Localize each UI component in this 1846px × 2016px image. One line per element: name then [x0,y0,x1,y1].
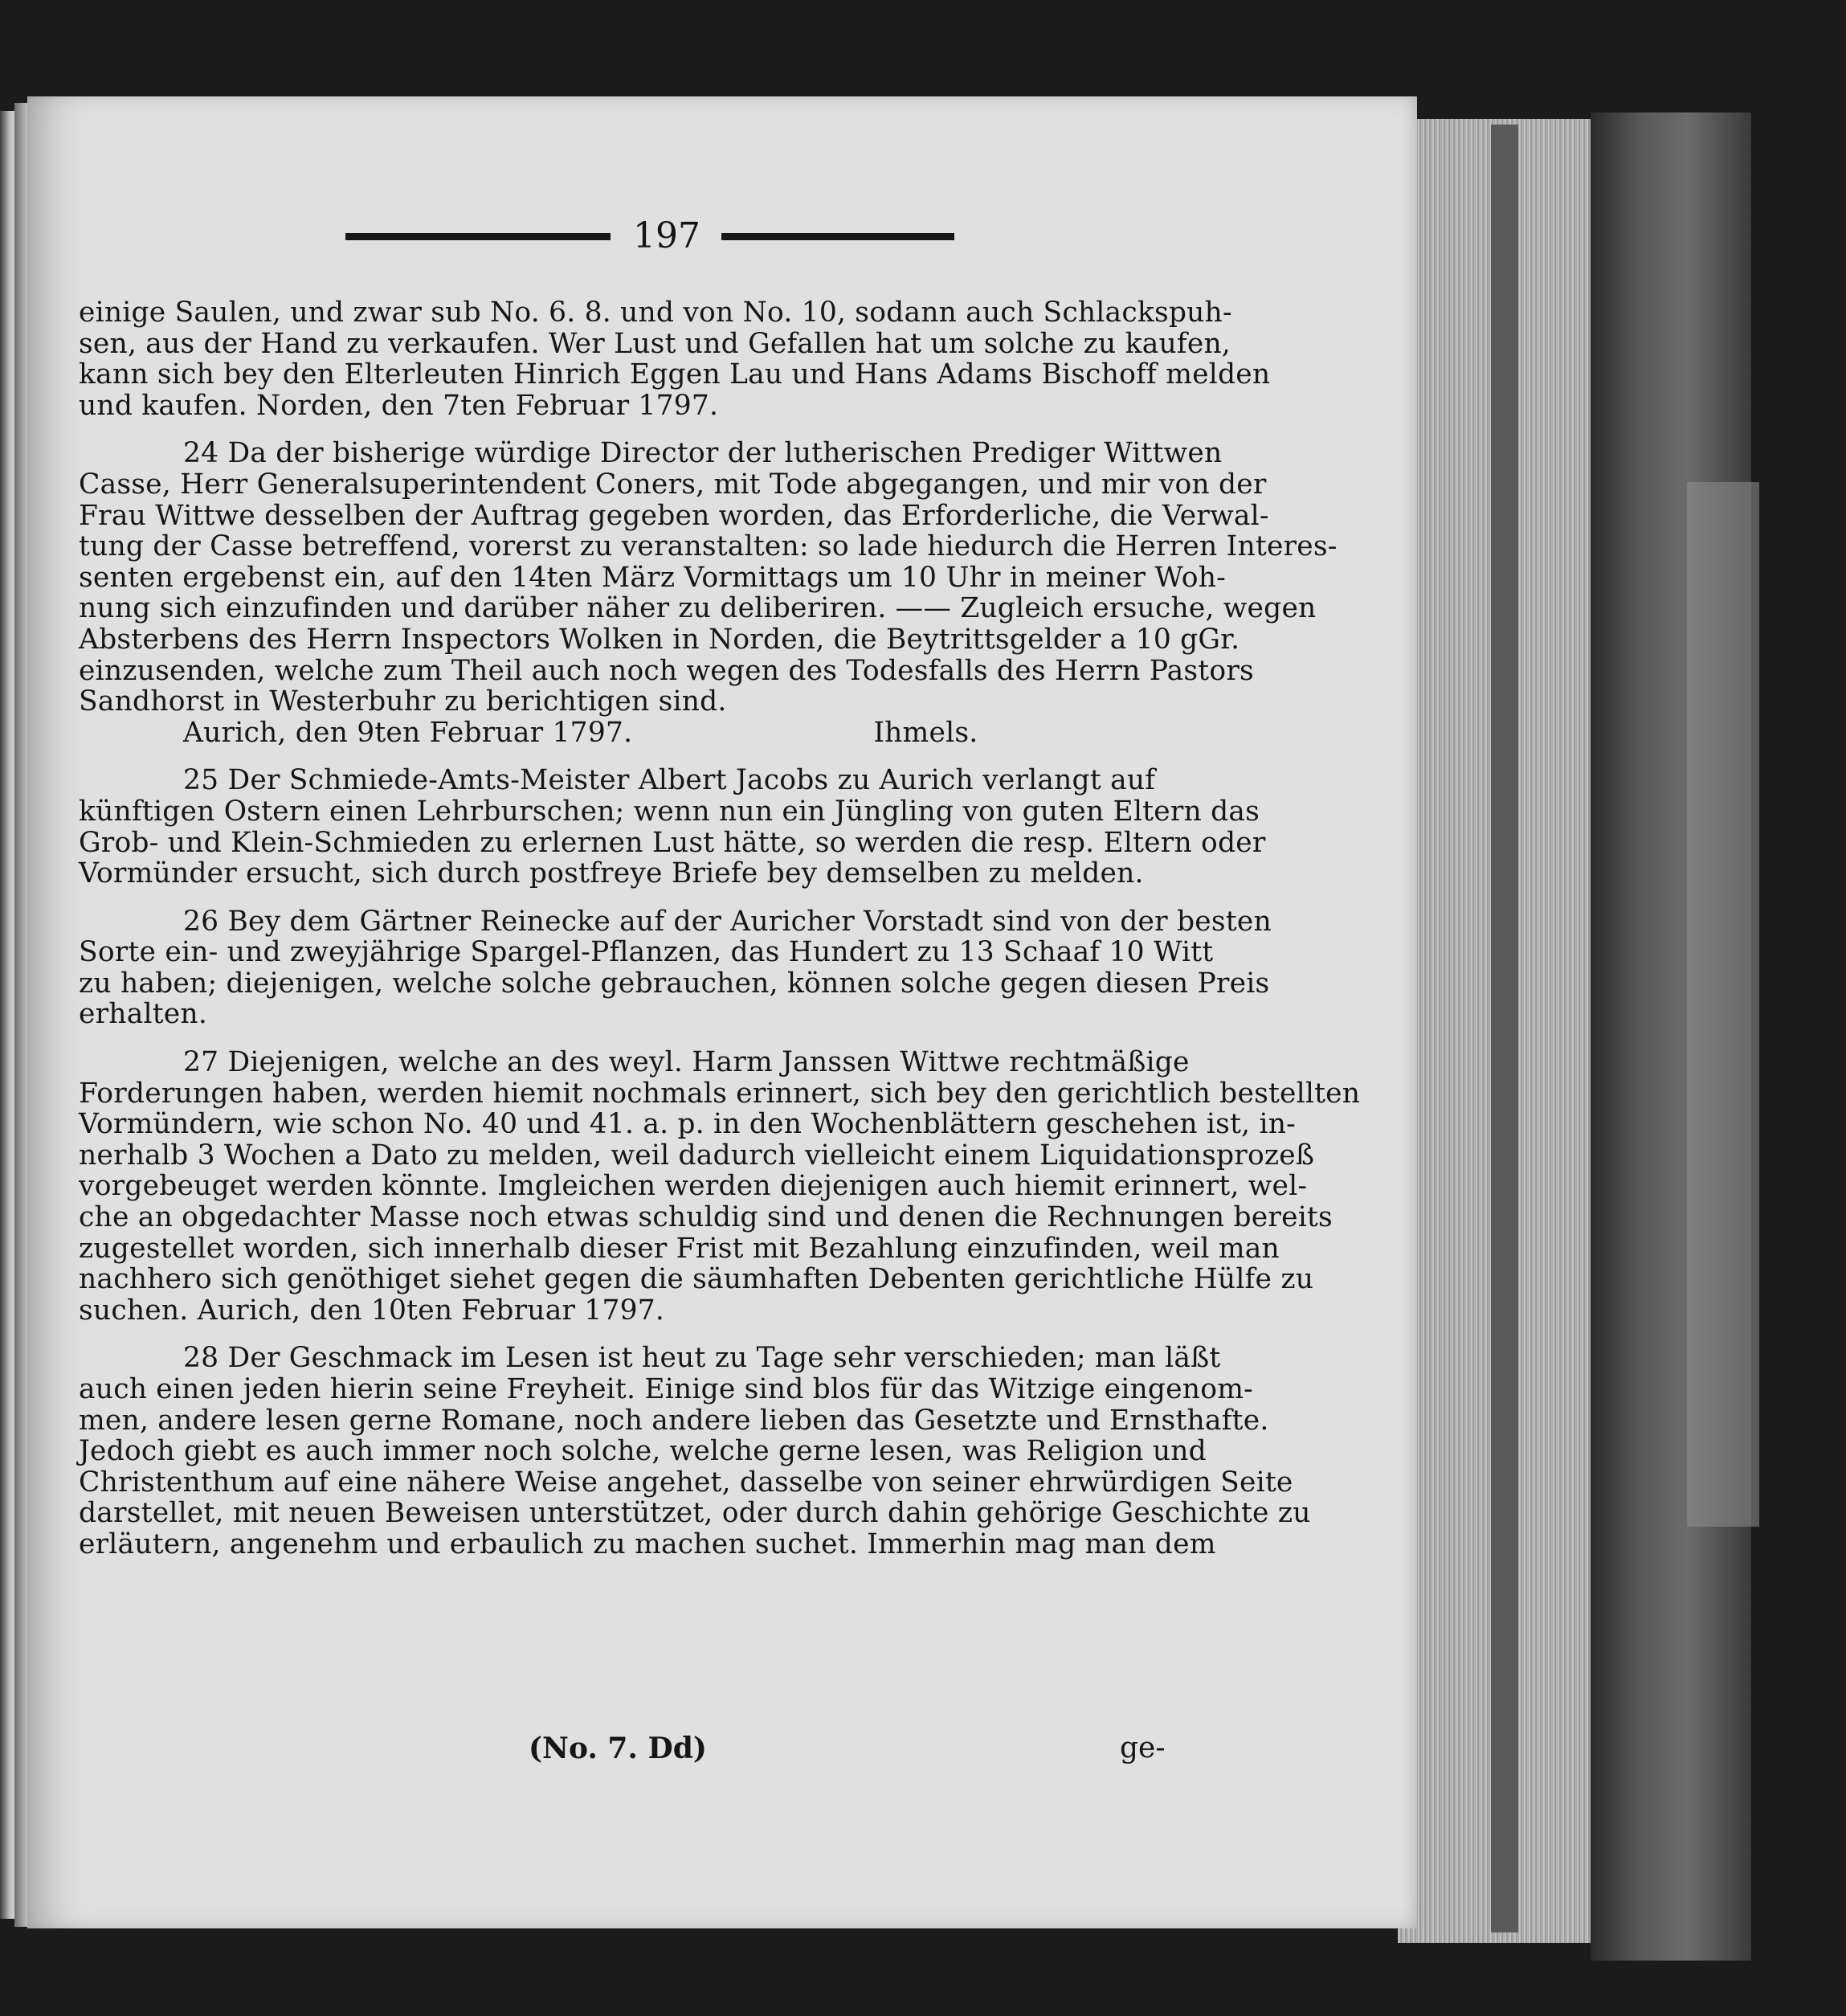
text-line: nerhalb 3 Wochen a Dato zu melden, weil dadurch vielleicht einem Liquidationsprozeß [79,1139,1315,1172]
text-line: Christenthum auf eine nähere Weise angehet, dasselbe von seiner ehrwürdigen Seite [79,1466,1293,1499]
text-line: 24 Da der bisherige würdige Director der lutherischen Prediger Wittwen [183,437,1223,470]
text-line: darstellet, mit neuen Beweisen unterstützet, oder durch dahin gehörige Geschichte zu [79,1497,1311,1530]
text-line: Grob- und Klein-Schmieden zu erlernen Lust hätte, so werden die resp. Eltern oder [79,826,1266,859]
text-line: 28 Der Geschmack im Lesen ist heut zu Tage sehr verschieden; man läßt [183,1342,1221,1375]
text-line: 26 Bey dem Gärtner Reinecke auf der Auricher Vorstadt sind von der besten [183,905,1272,938]
text-line: che an obgedachter Masse noch etwas schuldig sind und denen die Rechnungen bereits [79,1201,1333,1234]
paragraph-28 [79,1342,1311,1560]
catchword: ge- [1120,1732,1166,1765]
page-block-shadow [1491,125,1518,1932]
text-line: kann sich bey den Elterleuten Hinrich Eggen Lau und Hans Adams Bischoff melden [79,358,1271,391]
text-line: men, andere lesen gerne Romane, noch andere lieben das Gesetzte und Ernsthafte. [79,1404,1269,1437]
place-date-signature-line [79,718,1203,749]
text-line: Sorte ein- und zweyjährige Spargel-Pflanzen, das Hundert zu 13 Schaaf 10 Witt [79,936,1214,969]
text-line: Jedoch giebt es auch immer noch solche, welche gerne lesen, was Religion und [79,1435,1207,1468]
text-line: Vormünder ersucht, sich durch postfreye Briefe bey demselben zu melden. [79,857,1144,890]
text-line: zu haben; diejenigen, welche solche gebrauchen, können solche gegen diesen Preis [79,967,1270,1000]
text-line: einzusenden, welche zum Theil auch noch wegen des Todesfalls des Herrn Pastors [79,654,1254,687]
page-header [345,215,956,264]
text-line: Frau Wittwe desselben der Auftrag gegeben worden, das Erforderliche, die Verwal- [79,499,1269,532]
header-rule-right [721,233,954,240]
cover-worn-patch [1687,482,1759,1527]
text-line: Sandhorst in Westerbuhr zu berichtigen sind. [79,685,727,718]
text-line: einige Saulen, und zwar sub No. 6. 8. und von No. 10, sodann auch Schlackspuh- [79,296,1232,329]
facing-page-edge [0,111,16,1919]
page-footer [79,1732,1203,1772]
paragraph-27 [79,1046,1361,1327]
text-line: Vormündern, wie schon No. 40 und 41. a. p. in den Wochenblättern geschehen ist, in- [79,1108,1296,1141]
text-line: auch einen jeden hierin seine Freyheit. Einige sind blos für das Witzige eingenom- [79,1373,1253,1405]
signature-mark: (No. 7. Dd) [529,1732,707,1765]
text-line: senten ergebenst ein, auf den 14ten März Vormittags um 10 Uhr in meiner Woh- [79,561,1226,594]
text-line: 27 Diejenigen, welche an des weyl. Harm Janssen Wittwe rechtmäßige [183,1046,1190,1079]
text-line: 25 Der Schmiede-Amts-Meister Albert Jacobs zu Aurich verlangt auf [183,764,1156,797]
page-number: 197 [633,215,700,256]
text-line: und kaufen. Norden, den 7ten Februar 1797. [79,389,719,422]
paragraph-26 [79,905,1272,1031]
text-line: nung sich einzufinden und darüber näher zu deliberiren. —— Zugleich ersuche, wegen [79,592,1317,625]
text-line: erläutern, angenehm und erbaulich zu machen suchet. Immerhin mag man dem [79,1527,1216,1560]
header-rule-left [345,233,611,240]
text-line: künftigen Ostern einen Lehrburschen; wenn nun ein Jüngling von guten Eltern das [79,795,1260,828]
paragraph-23 [79,296,1271,422]
place-date: Aurich, den 9ten Februar 1797. [183,716,633,749]
text-line: tung der Casse betreffend, vorerst zu veranstalten: so lade hiedurch die Herren Interes- [79,530,1338,563]
text-line: vorgebeuget werden könnte. Imgleichen werden diejenigen auch hiemit erinnert, wel- [79,1170,1308,1203]
text-block [79,296,1361,1560]
text-line: sen, aus der Hand zu verkaufen. Wer Lust und Gefallen hat um solche zu kaufen, [79,327,1231,360]
text-line: nachhero sich genöthiget siehet gegen die säumhaften Debenten gerichtliche Hülfe zu [79,1263,1314,1296]
text-line: Absterbens des Herrn Inspectors Wolken in Norden, die Beytrittsgelder a 10 gGr. [79,623,1240,656]
text-line: zugestellet worden, sich innerhalb dieser Frist mit Bezahlung einzufinden, weil man [79,1232,1280,1265]
text-line: Casse, Herr Generalsuperintendent Coners, mit Tode abgegangen, und mir von der [79,468,1267,501]
signature-name: Ihmels. [873,716,978,749]
paragraph-24 [79,437,1338,749]
text-line: suchen. Aurich, den 10ten Februar 1797. [79,1294,665,1327]
text-line: Forderungen haben, werden hiemit nochmals erinnert, sich bey den gerichtlich bestellten [79,1077,1361,1110]
paragraph-25 [79,764,1266,890]
text-line: erhalten. [79,998,207,1031]
